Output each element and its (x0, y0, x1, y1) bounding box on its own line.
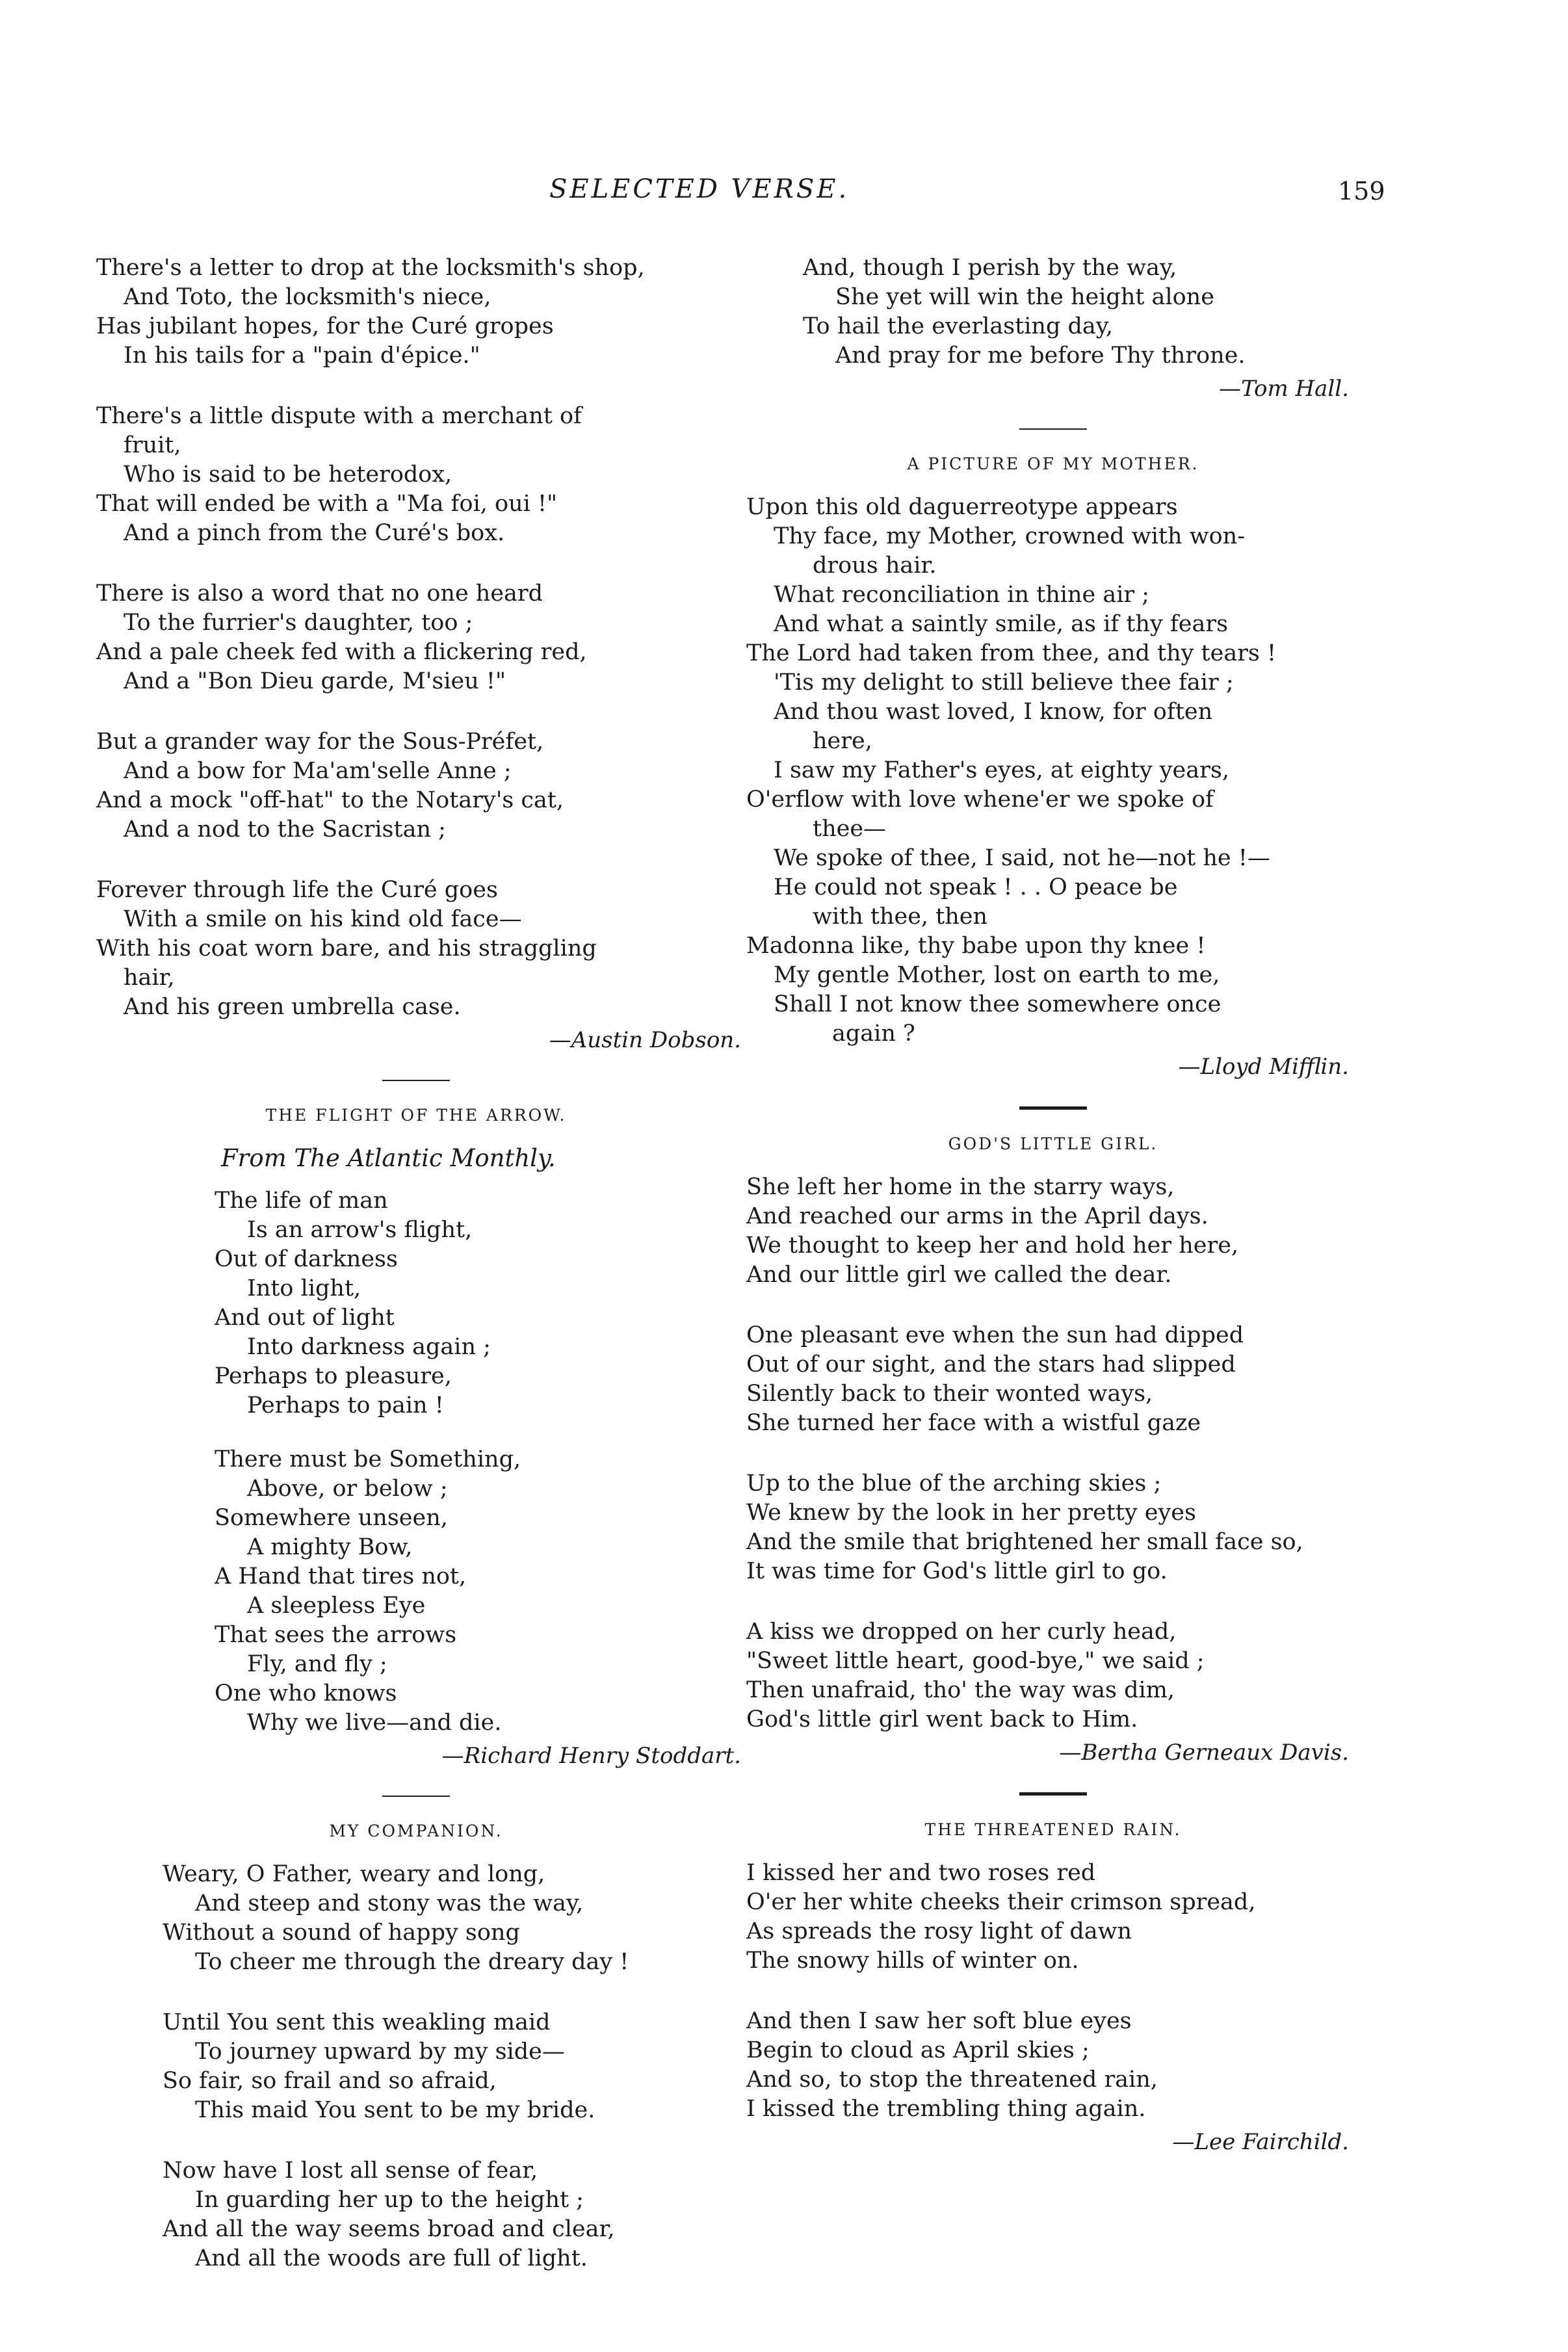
verse-line: A Hand that tires not, (215, 1563, 467, 1589)
verse-line: And a bow for Ma'am'selle Anne ; (124, 758, 512, 784)
verse-line: It was time for God's little girl to go. (746, 1558, 1168, 1584)
verse-line: He could not speak ! . . O peace be (774, 874, 1178, 900)
verse-line: And Toto, the locksmith's niece, (124, 284, 491, 310)
verse-line: Why we live—and die. (247, 1710, 502, 1736)
verse-line: thee— (813, 816, 887, 842)
verse-line: With a smile on his kind old face— (124, 906, 522, 932)
verse-line: Forever through life the Curé goes (96, 877, 498, 903)
poem-author: —Lee Fairchild. (1172, 2129, 1349, 2155)
verse-line: Upon this old daguerreotype appears (746, 494, 1178, 520)
poem-my-companion-continued (741, 254, 1365, 404)
verse-line: The Lord had taken from thee, and thy tears ! (746, 640, 1277, 666)
verse-line: drous hair. (813, 553, 937, 579)
verse-line: And so, to stop the threatened rain, (746, 2067, 1158, 2093)
verse-line: And all the way seems broad and clear, (163, 2216, 615, 2242)
verse-line: And a pinch from the Curé's box. (124, 520, 505, 546)
verse-line: O'er her white cheeks their crimson spread, (746, 1889, 1256, 1915)
verse-line: Now have I lost all sense of fear, (163, 2158, 538, 2184)
verse-line: And a nod to the Sacristan ; (124, 817, 446, 843)
poem-cure (91, 254, 741, 1055)
verse-line: Until You sent this weakling maid (163, 2009, 551, 2035)
poem-author: —Austin Dobson. (549, 1027, 741, 1053)
verse-line: Without a sound of happy song (163, 1920, 520, 1946)
stanza (91, 1445, 741, 1738)
stanza (91, 1860, 741, 1977)
left-column (91, 254, 741, 2273)
poem-title: GOD'S LITTLE GIRL. (948, 1134, 1158, 1153)
verse-line: Up to the blue of the arching skies ; (746, 1470, 1162, 1496)
verse-line: Into light, (247, 1275, 361, 1301)
section-rule (1019, 1792, 1087, 1796)
verse-line: She turned her face with a wistful gaze (746, 1410, 1201, 1436)
verse-line: So fair, so frail and so afraid, (163, 2068, 497, 2094)
stanza (741, 1173, 1365, 1290)
verse-line: And then I saw her soft blue eyes (746, 2008, 1132, 2034)
stanza (91, 727, 741, 844)
stanza (741, 1469, 1365, 1586)
verse-line: Madonna like, thy babe upon thy knee ! (746, 933, 1206, 959)
poem-title: A PICTURE OF MY MOTHER. (907, 454, 1199, 473)
section-rule (1019, 1106, 1087, 1110)
verse-line: One who knows (215, 1680, 397, 1706)
verse-line: This maid You sent to be my bride. (195, 2097, 595, 2123)
verse-line: To hail the everlasting day, (803, 313, 1113, 339)
verse-line: But a grander way for the Sous-Préfet, (96, 729, 544, 755)
verse-line: She yet will win the height alone (835, 284, 1214, 310)
verse-line: And reached our arms in the April days. (746, 1203, 1209, 1229)
poem-author: —Richard Henry Stoddart. (441, 1743, 741, 1769)
verse-line: A kiss we dropped on her curly head, (746, 1619, 1177, 1645)
verse-line: here, (813, 728, 872, 754)
verse-line: hair, (124, 965, 175, 991)
verse-line: My gentle Mother, lost on earth to me, (774, 962, 1220, 988)
stanza (741, 1321, 1365, 1438)
verse-line: O'erflow with love whene'er we spoke of (746, 787, 1214, 813)
verse-line: Silently back to their wonted ways, (746, 1381, 1153, 1407)
right-column (741, 254, 1365, 2157)
verse-line: Out of darkness (215, 1246, 398, 1272)
verse-line: And the smile that brightened her small face so, (746, 1529, 1303, 1555)
verse-line: One pleasant eve when the sun had dipped (746, 1322, 1244, 1348)
verse-line: And a mock "off-hat" to the Notary's cat, (96, 787, 564, 813)
stanza (741, 1859, 1365, 1976)
verse-line: And all the woods are full of light. (195, 2245, 588, 2271)
poem-source: From The Atlantic Monthly. (221, 1144, 556, 1172)
verse-line: Thy face, my Mother, crowned with won- (774, 523, 1246, 549)
verse-line: That sees the arrows (215, 1622, 457, 1648)
verse-line: And his green umbrella case. (124, 994, 461, 1020)
stanza (91, 254, 741, 371)
verse-line: Has jubilant hopes, for the Curé gropes (96, 313, 554, 339)
verse-line: Into darkness again ; (247, 1334, 491, 1360)
verse-line: And our little girl we called the dear. (746, 1262, 1172, 1288)
verse-line: Then unafraid, tho' the way was dim, (746, 1677, 1175, 1703)
section-rule (382, 1080, 450, 1081)
verse-line: Who is said to be heterodox, (124, 462, 452, 488)
verse-line: Shall I not know thee somewhere once (774, 991, 1222, 1017)
poem-author: —Lloyd Mifflin. (1178, 1054, 1349, 1080)
verse-line: Out of our sight, and the stars had slipped (746, 1352, 1236, 1378)
verse-line: To cheer me through the dreary day ! (195, 1949, 629, 1975)
verse-line: A sleepless Eye (247, 1593, 426, 1619)
verse-line: with thee, then (813, 904, 988, 930)
verse-line: We thought to keep her and hold her here, (746, 1233, 1239, 1259)
verse-line: And out of light (215, 1305, 395, 1331)
verse-line: Above, or below ; (247, 1476, 448, 1502)
poem-title: THE THREATENED RAIN. (924, 1820, 1182, 1839)
verse-line: What reconciliation in thine air ; (774, 582, 1150, 608)
verse-line: I saw my Father's eyes, at eighty years, (774, 757, 1229, 783)
verse-line: There's a little dispute with a merchant of (96, 403, 582, 429)
verse-line: As spreads the rosy light of dawn (746, 1918, 1132, 1944)
verse-line: again ? (832, 1021, 915, 1047)
verse-line: And thou wast loved, I know, for often (774, 699, 1213, 725)
running-head: SELECTED VERSE. (549, 174, 850, 204)
verse-line: And a pale cheek fed with a flickering red, (96, 639, 587, 665)
verse-line: In his tails for a "pain d'épice." (124, 343, 480, 369)
stanza (91, 402, 741, 548)
poem-threatened-rain (741, 1820, 1365, 2157)
stanza (91, 2008, 741, 2125)
poem-picture-of-my-mother (741, 454, 1365, 1082)
poem-title: MY COMPANION. (329, 1822, 503, 1840)
poem-title: THE FLIGHT OF THE ARROW. (265, 1106, 567, 1125)
stanza (741, 1617, 1365, 1734)
poem-my-companion (91, 1822, 741, 2273)
verse-line: Begin to cloud as April skies ; (746, 2037, 1090, 2063)
verse-line: fruit, (124, 432, 181, 458)
verse-line: She left her home in the starry ways, (746, 1174, 1175, 1200)
page-header (0, 174, 1568, 213)
verse-line: "Sweet little heart, good-bye," we said ; (746, 1648, 1205, 1674)
verse-line: And, though I perish by the way, (803, 255, 1177, 281)
poem-gods-little-girl (741, 1134, 1365, 1768)
verse-line: I kissed her and two roses red (746, 1860, 1096, 1886)
verse-line: Perhaps to pain ! (247, 1392, 444, 1418)
verse-line: Somewhere unseen, (215, 1505, 448, 1531)
page-number: 159 (1338, 177, 1385, 205)
verse-line: And pray for me before Thy throne. (835, 343, 1246, 369)
verse-line: I kissed the trembling thing again. (746, 2096, 1146, 2122)
stanza (91, 579, 741, 696)
verse-line: In guarding her up to the height ; (195, 2187, 584, 2213)
verse-line: A mighty Bow, (247, 1534, 413, 1560)
verse-line: And steep and stony was the way, (195, 1890, 584, 1916)
verse-line: Fly, and fly ; (247, 1651, 387, 1677)
poem-flight-of-the-arrow (91, 1106, 741, 1771)
poem-author: —Bertha Gerneaux Davis. (1059, 1740, 1349, 1766)
verse-line: To journey upward by my side— (195, 2039, 565, 2065)
stanza (91, 1186, 741, 1420)
verse-line: Perhaps to pleasure, (215, 1363, 452, 1389)
verse-line: Is an arrow's flight, (247, 1217, 473, 1243)
section-rule (1019, 428, 1087, 430)
verse-line: There must be Something, (215, 1446, 521, 1472)
verse-line: We knew by the look in her pretty eyes (746, 1500, 1196, 1526)
verse-line: There is also a word that no one heard (96, 581, 543, 607)
stanza (91, 2156, 741, 2273)
verse-line: The snowy hills of winter on. (746, 1948, 1079, 1974)
stanza (91, 876, 741, 1022)
verse-line: That will ended be with a "Ma foi, oui !" (96, 491, 558, 517)
stanza (741, 2007, 1365, 2124)
verse-line: The life of man (215, 1188, 388, 1214)
verse-line: There's a letter to drop at the locksmith's shop, (96, 255, 645, 281)
verse-line: 'Tis my delight to still believe thee fair ; (774, 670, 1234, 696)
verse-line: Weary, O Father, weary and long, (163, 1861, 545, 1887)
verse-line: And a "Bon Dieu garde, M'sieu !" (124, 668, 506, 694)
verse-line: And what a saintly smile, as if thy fears (774, 611, 1229, 637)
verse-line: With his coat worn bare, and his straggling (96, 935, 597, 961)
poem-author: —Tom Hall. (1218, 376, 1349, 402)
verse-line: We spoke of thee, I said, not he—not he !— (774, 845, 1270, 871)
verse-line: God's little girl went back to Him. (746, 1706, 1138, 1732)
verse-line: To the furrier's daughter, too ; (124, 610, 473, 636)
section-rule (382, 1796, 450, 1797)
